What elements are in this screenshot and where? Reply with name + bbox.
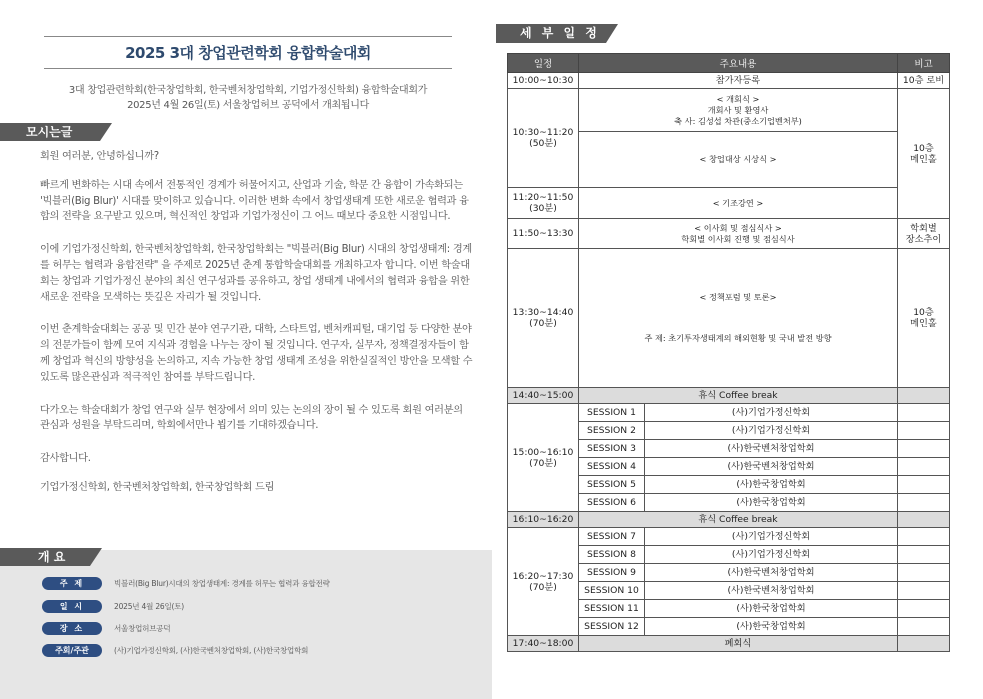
time-range: 13:30~14:40 bbox=[512, 307, 574, 318]
session-name: SESSION 7 bbox=[579, 528, 645, 546]
note-line: 10층 bbox=[913, 142, 934, 154]
session-name: SESSION 10 bbox=[579, 582, 645, 600]
session-name: SESSION 5 bbox=[579, 476, 645, 494]
opening-line: 개회사 및 환영사 bbox=[707, 104, 769, 115]
note-cell bbox=[898, 404, 950, 422]
duration: (70분) bbox=[529, 318, 557, 329]
content-cell bbox=[579, 219, 898, 249]
note-cell bbox=[898, 494, 950, 512]
greeting-body bbox=[40, 149, 474, 513]
session-host: (사)기업가정신학회 bbox=[645, 422, 898, 440]
duration: (70분) bbox=[529, 457, 557, 469]
table-row bbox=[508, 388, 950, 404]
table-header-row bbox=[508, 54, 950, 73]
table-row bbox=[508, 73, 950, 89]
note-cell bbox=[898, 388, 950, 404]
time-cell bbox=[508, 528, 579, 636]
schedule-section-label: 세 부 일 정 bbox=[520, 26, 600, 40]
table-row bbox=[508, 636, 950, 652]
opening-title: < 개회식 > bbox=[716, 93, 760, 104]
page-title: 2025 3대 창업관련학회 융합학술대회 bbox=[125, 44, 371, 62]
greeting-paragraph: 감사합니다. bbox=[40, 453, 91, 465]
lunch-line: 학회별 이사회 진행 및 점심식사 bbox=[681, 233, 795, 244]
subtitle-line-2: 2025년 4월 26일(토) 서울창업허브 공덕에서 개최됩니다 bbox=[127, 100, 369, 111]
note-cell bbox=[898, 618, 950, 636]
time-cell bbox=[508, 404, 579, 512]
session-name: SESSION 12 bbox=[579, 618, 645, 636]
session-host: (사)한국벤처창업학회 bbox=[645, 564, 898, 582]
table-row bbox=[508, 219, 950, 249]
note-cell bbox=[898, 89, 950, 219]
session-host: (사)기업가정신학회 bbox=[645, 404, 898, 422]
note-line: 메인홀 bbox=[910, 153, 937, 165]
note-line: 학회별 bbox=[910, 222, 937, 234]
session-name: SESSION 8 bbox=[579, 546, 645, 564]
content-cell: 휴식 Coffee break bbox=[579, 388, 898, 404]
note-cell bbox=[898, 546, 950, 564]
content-cell: 폐회식 bbox=[579, 636, 898, 652]
note-cell bbox=[898, 249, 950, 388]
session-host: (사)한국창업학회 bbox=[645, 476, 898, 494]
greeting-paragraph: 빠르게 변화하는 시대 속에서 전통적인 경계가 허물어지고, 산업과 기술, 학문 간 융합이 가속화되는 '빅블러(Big Blur)' 시대를 맞이하고 있습니다. 이러한 변화 속에서 창업생태계 또한 새로운 협력과 융합의 전략을 요구받고 있으며, 혁신적인 창업과 기업가정신이 그 어느 때보다 중요한 시점입니다. bbox=[40, 179, 469, 223]
schedule-section-header bbox=[496, 24, 606, 43]
note-cell bbox=[898, 458, 950, 476]
session-host: (사)한국벤처창업학회 bbox=[645, 458, 898, 476]
table-row bbox=[508, 188, 950, 219]
lunch-title: < 이사회 및 점심식사 > bbox=[694, 222, 782, 233]
note-cell bbox=[898, 600, 950, 618]
subtitle bbox=[40, 83, 456, 113]
greeting-paragraph: 다가오는 학술대회가 창업 연구와 실무 현장에서 의미 있는 논의의 장이 될 수 있도록 회원 여러분의 관심과 성원을 부탁드리며, 학회에서만나 뵙기를 기대하겠습니다. bbox=[40, 404, 463, 432]
overview-value: 2025년 4월 26일(토) bbox=[114, 602, 185, 611]
greeting-paragraph: 이에 기업가정신학회, 한국벤처창업학회, 한국창업학회는 "빅블러(Big Blur) 시대의 창업생태계: 경계를 허무는 협력과 융합전략" 을 주제로 2025년 춘계 통합학술대회를 개최하고자 합니다. 이번 학술대회는 창업과 기업가정신 분야의 최신 연구성과를 공유하고, 창업 생태계 내에서의 협력과 융합을 위한 새로운 전략을 모색하는 뜻깊은 자리가 될 것입니다. bbox=[40, 244, 472, 303]
time-range: 16:20~17:30 bbox=[512, 570, 574, 582]
forum-title: < 정책포럼 및 토론> bbox=[699, 292, 777, 302]
session-name: SESSION 3 bbox=[579, 440, 645, 458]
session-host: (사)기업가정신학회 bbox=[645, 546, 898, 564]
session-host: (사)한국벤처창업학회 bbox=[645, 440, 898, 458]
overview-row-theme bbox=[42, 577, 330, 590]
time-cell: 14:40~15:00 bbox=[508, 388, 579, 404]
overview-row-venue bbox=[42, 622, 170, 635]
time-cell: 17:40~18:00 bbox=[508, 636, 579, 652]
overview-label: 주회/주관 bbox=[42, 644, 102, 657]
overview-label: 장 소 bbox=[42, 622, 102, 635]
greeting-section-header bbox=[0, 123, 100, 141]
time-cell: 11:50~13:30 bbox=[508, 219, 579, 249]
note-cell: 10층 로비 bbox=[898, 73, 950, 89]
overview-section-header bbox=[0, 548, 90, 566]
overview-label: 주 제 bbox=[42, 577, 102, 590]
note-cell bbox=[898, 512, 950, 528]
note-line: 10층 bbox=[913, 307, 934, 318]
greeting-paragraph: 회원 여러분, 안녕하십니까? bbox=[40, 151, 159, 162]
duration: (50분) bbox=[529, 138, 557, 149]
session-name: SESSION 11 bbox=[579, 600, 645, 618]
note-cell bbox=[898, 219, 950, 249]
note-cell bbox=[898, 528, 950, 546]
session-host: (사)한국창업학회 bbox=[645, 618, 898, 636]
overview-row-date bbox=[42, 600, 184, 613]
table-row bbox=[508, 89, 950, 132]
note-cell bbox=[898, 582, 950, 600]
time-range: 15:00~16:10 bbox=[512, 446, 574, 458]
content-cell: < 기조강연 > bbox=[579, 188, 898, 219]
duration: (30분) bbox=[529, 203, 557, 214]
title-top-rule bbox=[44, 36, 452, 37]
note-cell bbox=[898, 636, 950, 652]
subtitle-line-1: 3대 창업관련학회(한국창업학회, 한국벤처창업학회, 기업가정신학회) 융합학술대회가 bbox=[68, 85, 428, 96]
session-name: SESSION 2 bbox=[579, 422, 645, 440]
table-row bbox=[508, 404, 950, 422]
table-row bbox=[508, 249, 950, 388]
greeting-paragraph: 이번 춘계학술대회는 공공 및 민간 분야 연구기관, 대학, 스타트업, 벤처캐피털, 대기업 등 다양한 분야의 전문가들이 함께 모여 지식과 경험을 나누는 장이 될 것입니다. 연구자, 실무자, 정책결정자들이 함께 창업과 혁신의 방향성을 논의하고, 지속 가능한 창업 생태계 조성을 위한실질적인 방안을 모색할 수 있도록 많은관심과 적극적인 참여를 부탁드립니다. bbox=[40, 324, 473, 383]
greeting-signature: 기업가정신학회, 한국벤처창업학회, 한국창업학회 드림 bbox=[40, 481, 275, 493]
overview-value: 서울창업허브공덕 bbox=[114, 624, 171, 633]
session-host: (사)한국창업학회 bbox=[645, 494, 898, 512]
session-name: SESSION 1 bbox=[579, 404, 645, 422]
time-cell bbox=[508, 89, 579, 188]
header-time: 일정 bbox=[508, 54, 579, 73]
session-host: (사)한국창업학회 bbox=[645, 600, 898, 618]
note-line: 장소추이 bbox=[905, 233, 942, 245]
session-name: SESSION 6 bbox=[579, 494, 645, 512]
header-note: 비고 bbox=[898, 54, 950, 73]
content-cell bbox=[579, 249, 898, 388]
header-content: 주요내용 bbox=[579, 54, 898, 73]
overview-row-host bbox=[42, 644, 308, 657]
opening-line: 축 사: 김성섭 차관(중소기업벤처부) bbox=[674, 115, 802, 126]
session-host: (사)기업가정신학회 bbox=[645, 528, 898, 546]
note-cell bbox=[898, 476, 950, 494]
time-cell: 16:10~16:20 bbox=[508, 512, 579, 528]
table-row bbox=[508, 528, 950, 546]
note-cell bbox=[898, 422, 950, 440]
time-cell bbox=[508, 249, 579, 388]
note-cell bbox=[898, 564, 950, 582]
time-cell: 10:00~10:30 bbox=[508, 73, 579, 89]
overview-label: 일 시 bbox=[42, 600, 102, 613]
time-range: 10:30~11:20 bbox=[512, 127, 574, 138]
session-name: SESSION 4 bbox=[579, 458, 645, 476]
content-cell: < 창업대상 시상식 > bbox=[579, 132, 898, 188]
content-cell: 휴식 Coffee break bbox=[579, 512, 898, 528]
session-host: (사)한국벤처창업학회 bbox=[645, 582, 898, 600]
content-cell: 참가자등록 bbox=[579, 73, 898, 89]
title-bottom-rule bbox=[44, 68, 452, 69]
session-name: SESSION 9 bbox=[579, 564, 645, 582]
duration: (70분) bbox=[529, 581, 557, 593]
overview-value: 빅블러(Big Blur)시대의 창업생태계: 경계를 허무는 협력과 융합전략 bbox=[114, 579, 330, 588]
note-line: 메인홀 bbox=[910, 318, 937, 329]
time-cell bbox=[508, 188, 579, 219]
overview-section-label: 개 요 bbox=[38, 550, 66, 564]
table-row bbox=[508, 512, 950, 528]
content-cell bbox=[579, 89, 898, 132]
note-cell bbox=[898, 440, 950, 458]
forum-topic: 주 제: 초기투자생태계의 해외현황 및 국내 발전 방향 bbox=[644, 333, 832, 343]
greeting-section-label: 모시는글 bbox=[26, 125, 73, 139]
schedule-table bbox=[507, 53, 950, 652]
time-range: 11:20~11:50 bbox=[512, 192, 574, 203]
overview-value: (사)기업가정신학회, (사)한국벤처창업학회, (사)한국창업학회 bbox=[114, 646, 309, 655]
